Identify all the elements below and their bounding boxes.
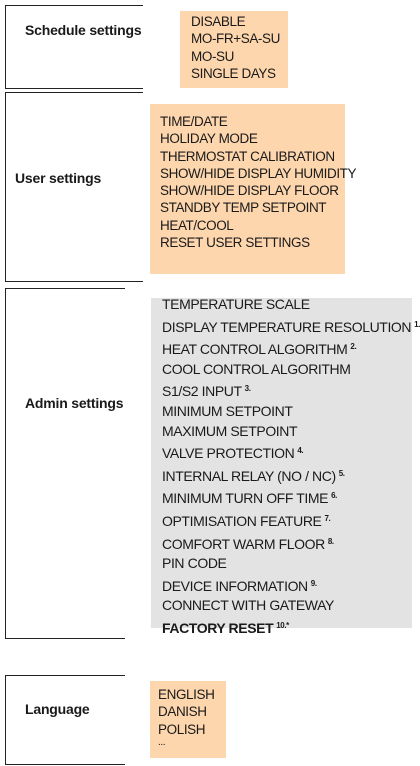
footnote-marker: 5. bbox=[338, 468, 345, 478]
admin-option[interactable] bbox=[162, 441, 420, 464]
admin-option[interactable] bbox=[162, 402, 420, 422]
admin-option-label: DEVICE INFORMATION bbox=[162, 577, 308, 594]
footnote-marker: 1. bbox=[414, 319, 420, 329]
user-settings-title: User settings bbox=[15, 170, 102, 186]
admin-option-label: MAXIMUM SETPOINT bbox=[162, 422, 298, 439]
admin-option-label: CONNECT WITH GATEWAY bbox=[162, 597, 334, 614]
schedule-settings-title: Schedule settings bbox=[25, 22, 142, 38]
admin-option-label: VALVE PROTECTION bbox=[162, 445, 295, 462]
user-option[interactable]: SHOW/HIDE DISPLAY FLOOR bbox=[160, 183, 339, 199]
user-option[interactable]: STANDBY TEMP SETPOINT bbox=[160, 200, 327, 216]
user-option[interactable]: HOLIDAY MODE bbox=[160, 131, 258, 147]
language-options-box bbox=[150, 681, 226, 758]
schedule-option[interactable]: MO-FR+SA-SU bbox=[191, 31, 280, 47]
admin-option[interactable] bbox=[162, 486, 420, 509]
admin-option-label: FACTORY RESET bbox=[162, 619, 274, 636]
footnote-marker: 4. bbox=[297, 446, 304, 456]
admin-option[interactable] bbox=[162, 574, 420, 597]
language-option[interactable]: POLISH bbox=[158, 721, 206, 737]
footnote-marker: 2. bbox=[350, 342, 357, 352]
language-section bbox=[5, 675, 125, 765]
admin-option[interactable] bbox=[162, 379, 420, 402]
admin-option-label: TEMPERATURE SCALE bbox=[162, 296, 310, 312]
admin-option-label: PIN CODE bbox=[162, 555, 227, 572]
schedule-option[interactable]: MO-SU bbox=[191, 48, 234, 64]
admin-settings-title: Admin settings bbox=[25, 395, 124, 411]
admin-option-label: S1/S2 INPUT bbox=[162, 383, 242, 400]
admin-option[interactable] bbox=[162, 315, 420, 338]
admin-option-label: COMFORT WARM FLOOR bbox=[162, 535, 325, 552]
user-option[interactable]: RESET USER SETTINGS bbox=[160, 235, 310, 251]
schedule-option[interactable]: SINGLE DAYS bbox=[191, 65, 276, 81]
user-options-box bbox=[150, 104, 357, 274]
admin-option[interactable] bbox=[162, 509, 420, 532]
footnote-marker: 8. bbox=[327, 536, 334, 546]
footnote-marker: 9. bbox=[310, 578, 317, 588]
admin-option[interactable] bbox=[162, 360, 420, 380]
admin-option-label: COOL CONTROL ALGORITHM bbox=[162, 360, 351, 377]
schedule-options-box bbox=[180, 11, 288, 88]
admin-option[interactable] bbox=[162, 464, 420, 487]
admin-option[interactable] bbox=[162, 596, 420, 616]
admin-option-label: OPTIMISATION FEATURE bbox=[162, 512, 322, 529]
admin-option[interactable] bbox=[162, 337, 420, 360]
language-option-more[interactable]: ... bbox=[158, 736, 166, 748]
admin-option-label: MINIMUM TURN OFF TIME bbox=[162, 490, 329, 507]
language-option[interactable]: DANISH bbox=[158, 704, 207, 720]
admin-settings-section bbox=[5, 288, 125, 639]
schedule-option[interactable]: DISABLE bbox=[191, 14, 246, 29]
admin-options-box bbox=[151, 296, 420, 636]
footnote-marker: 7. bbox=[324, 513, 331, 523]
user-option[interactable]: HEAT/COOL bbox=[160, 217, 234, 233]
schedule-settings-section bbox=[5, 5, 143, 89]
user-option[interactable]: TIME/DATE bbox=[160, 114, 228, 129]
language-title: Language bbox=[25, 701, 90, 717]
footnote-marker: 3. bbox=[244, 384, 251, 394]
admin-option[interactable] bbox=[162, 295, 420, 315]
admin-option[interactable] bbox=[162, 532, 420, 555]
admin-option[interactable] bbox=[162, 616, 420, 639]
admin-option-label: INTERNAL RELAY (NO / NC) bbox=[162, 467, 336, 484]
language-option[interactable]: ENGLISH bbox=[158, 687, 215, 702]
user-option[interactable]: SHOW/HIDE DISPLAY HUMIDITY bbox=[160, 165, 357, 181]
admin-option-label: MINIMUM SETPOINT bbox=[162, 402, 293, 419]
admin-option-label: DISPLAY TEMPERATURE RESOLUTION bbox=[162, 318, 412, 335]
user-settings-section bbox=[5, 92, 143, 282]
footnote-marker: 10.* bbox=[276, 620, 289, 630]
footnote-marker: 6. bbox=[331, 491, 337, 501]
admin-option[interactable] bbox=[162, 422, 420, 442]
user-option[interactable]: THERMOSTAT CALIBRATION bbox=[160, 148, 335, 164]
admin-option-label: HEAT CONTROL ALGORITHM bbox=[162, 341, 348, 358]
admin-option[interactable] bbox=[162, 554, 420, 574]
